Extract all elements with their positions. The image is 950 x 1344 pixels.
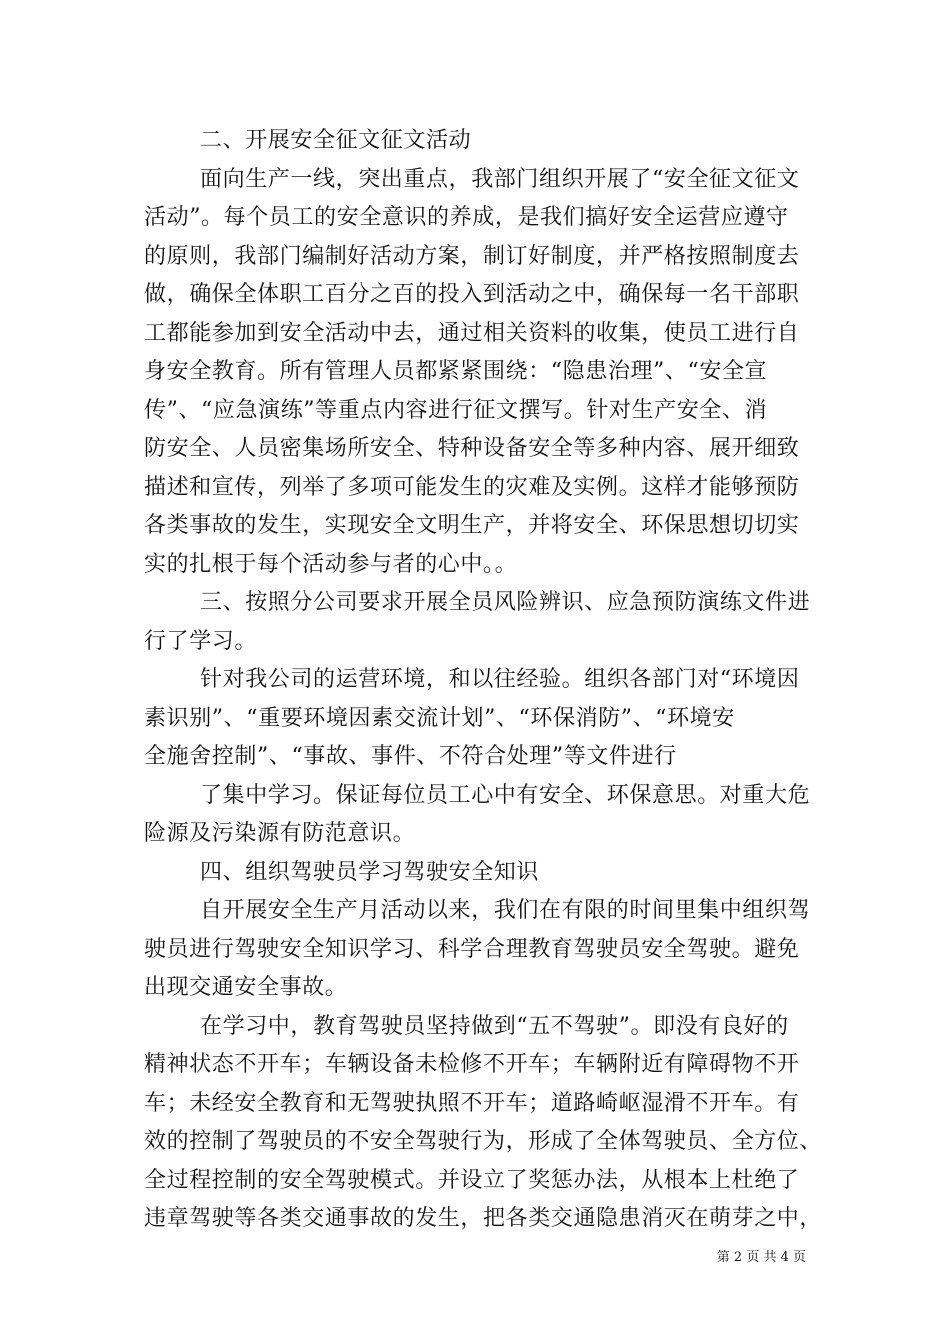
section-heading-3-cont: 行了学习。 [144, 628, 258, 654]
paragraph-line: 活动”。每个员工的安全意识的养成，是我们搞好安全运营应遵守 [144, 205, 789, 230]
paragraph-line: 全过程控制的安全驾驶模式。并设立了奖惩办法，从根本上杜绝了 [144, 1167, 800, 1193]
paragraph-line: 在学习中，教育驾驶员坚持做到“五不驾驶”。即没有良好的 [200, 1013, 789, 1039]
paragraph-line: 违章驾驶等各类交通事故的发生，把各类交通隐患消灭在萌芽之中， [144, 1206, 823, 1231]
section-heading-4: 四、组织驾驶员学习驾驶安全知识 [200, 859, 540, 885]
paragraph-line: 实的扎根于每个活动参与者的心中。。 [144, 551, 518, 577]
paragraph-line: 针对我公司的运营环境，和以往经验。组织各部门对“环境因 [200, 667, 800, 692]
paragraph-line: 传”、“应急演练”等重点内容进行征文撰写。针对生产安全、消 [144, 397, 768, 423]
paragraph-line: 做，确保全体职工百分之百的投入到活动之中，确保每一名干部职 [144, 282, 800, 307]
paragraph-line: 精神状态不开车；车辆设备未检修不开车；车辆附近有障碍物不开 [144, 1052, 800, 1077]
paragraph-line: 效的控制了驾驶员的不安全驾驶行为，形成了全体驾驶员、全方位、 [144, 1129, 823, 1154]
paragraph-line: 驶员进行驾驶安全知识学习、科学合理教育驾驶员安全驾驶。避免 [144, 936, 800, 962]
paragraph-line: 了集中学习。保证每位员工心中有安全、环保意思。对重大危 [200, 782, 811, 808]
paragraph-line: 素识别”、“重要环境因素交流计划”、“环保消防”、“环境安 [144, 705, 735, 731]
paragraph-line: 面向生产一线，突出重点，我部门组织开展了“安全征文征文 [200, 166, 800, 192]
paragraph-line: 自开展安全生产月活动以来，我们在有限的时间里集中组织驾 [200, 898, 811, 923]
paragraph-line: 出现交通安全事故。 [144, 975, 348, 1000]
paragraph-line: 防安全、人员密集场所安全、特种设备安全等多种内容、展开细致 [144, 436, 800, 461]
page-number: 第 2 页 共 4 页 [716, 1250, 806, 1265]
paragraph-line: 险源及污染源有防范意识。 [144, 821, 416, 846]
paragraph-line: 描述和宣传，列举了多项可能发生的灾难及实例。这样才能够预防 [144, 474, 800, 500]
section-heading-2: 二、开展安全征文征文活动 [200, 128, 472, 153]
paragraph-line: 全施舍控制”、“事故、事件、不符合处理”等文件进行 [144, 744, 677, 769]
paragraph-line: 车；未经安全教育和无驾驶执照不开车；道路崎岖湿滑不开车。有 [144, 1090, 800, 1116]
paragraph-line: 的原则，我部门编制好活动方案，制订好制度，并严格按照制度去 [144, 243, 800, 269]
paragraph-line: 工都能参加到安全活动中去，通过相关资料的收集，使员工进行自 [144, 320, 800, 346]
paragraph-line: 身安全教育。所有管理人员都紧紧围绕：“隐患治理”、“安全宣 [144, 359, 768, 384]
section-heading-3: 三、按照分公司要求开展全员风险辨识、应急预防演练文件进 [200, 590, 811, 615]
paragraph-line: 各类事故的发生，实现安全文明生产，并将安全、环保思想切切实 [144, 513, 800, 538]
document-body [144, 122, 823, 1239]
